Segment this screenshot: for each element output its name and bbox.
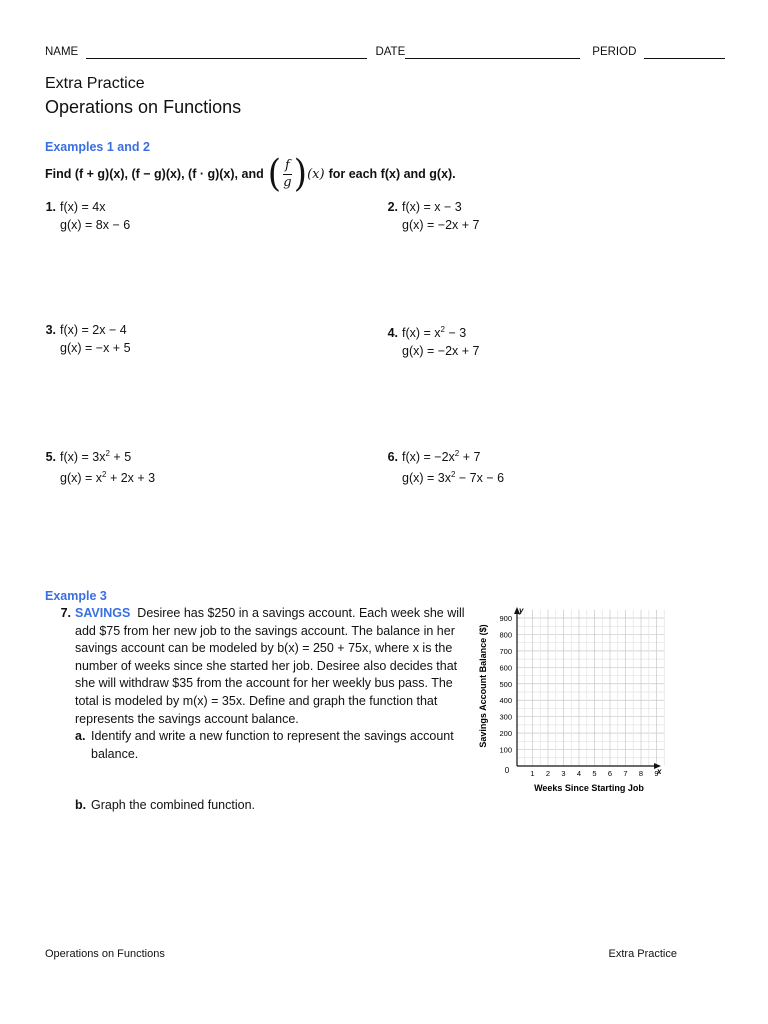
y-tick-label: 300 [499, 712, 512, 722]
y-tick-labels [499, 614, 512, 755]
problem-1-f: f(x) = 4x [60, 200, 106, 214]
date-field[interactable] [405, 46, 580, 59]
x-tick-label: 3 [561, 769, 566, 778]
problem-1-g: g(x) = 8x − 6 [60, 218, 131, 232]
problem-7-number: 7. [60, 606, 71, 620]
blank-coordinate-grid[interactable] [474, 602, 674, 802]
instructions-text-before: Find (f + g)(x), (f − g)(x), (f · g)(x), and [45, 167, 264, 181]
page-title: Operations on Functions [45, 97, 242, 117]
name-label: NAME [45, 46, 79, 58]
x-axis-title: Weeks Since Starting Job [534, 783, 644, 793]
problem-6-g: $g(x) = 3x^2 - 7x - 6$ [402, 470, 505, 486]
fraction-denominator: g [283, 174, 292, 190]
problem-6-f: $f(x) = -2x^2 + 7$ [402, 449, 481, 465]
date-label: DATE [375, 46, 406, 58]
x-tick-label: 4 [576, 769, 582, 778]
problem-7-keyword: SAVINGS [75, 606, 131, 620]
problem-7 [45, 605, 465, 815]
problem-4-g: g(x) = −2x + 7 [402, 344, 480, 359]
x-tick-label: 8 [638, 769, 644, 778]
problem-4: 4. $f(x) = x^2 - 3$ g(x) = −2x + 7 [372, 321, 479, 360]
problem-5-f: $f(x) = 3x^2 + 5$ [60, 449, 132, 465]
y-tick-label: 100 [499, 745, 512, 755]
y-tick-label: 900 [499, 614, 512, 623]
y-tick-label: 500 [499, 679, 512, 689]
section-label-examples-1-2: Examples 1 and 2 [45, 140, 150, 154]
grid-lines [517, 610, 664, 766]
y-axis-title: Savings Account Balance ($) [478, 624, 488, 748]
problem-3-f: f(x) = 2x − 4 [60, 323, 127, 337]
x-tick-labels [530, 769, 658, 778]
x-tick-label: 2 [545, 769, 551, 778]
problem-3: 3. f(x) = 2x − 4 g(x) = −x + 5 [30, 321, 131, 357]
problem-1: 1. f(x) = 4x g(x) = 8x − 6 [30, 198, 130, 234]
x-tick-label: 5 [592, 769, 597, 778]
problem-4-f: $f(x) = x^2 - 3$ [402, 325, 467, 341]
y-var-label: y [519, 606, 524, 615]
period-label: PERIOD [592, 46, 637, 58]
x-var-label: x [657, 767, 662, 776]
problem-3-g: g(x) = −x + 5 [60, 341, 131, 355]
problem-5-g: $g(x) = x^2 + 2x + 3$ [60, 470, 156, 486]
problem-2: 2. f(x) = x − 3 g(x) = −2x + 7 [372, 198, 479, 234]
worksheet-type: Extra Practice [45, 75, 145, 92]
problem-6: 6. $f(x) = -2x^2 + 7$ $g(x) = 3x^2 - 7x - 6$ [372, 445, 504, 487]
fraction-numerator: f [284, 157, 290, 173]
y-tick-label: 700 [499, 646, 512, 656]
section-label-example-3: Example 3 [45, 589, 107, 603]
name-field[interactable] [86, 46, 367, 59]
footer-left: Operations on Functions [45, 948, 165, 960]
part-b-text: Graph the combined function. [91, 798, 255, 813]
y-tick-label: 400 [499, 696, 512, 706]
y-tick-label: 600 [499, 663, 512, 673]
part-b: b. Graph the combined function. [75, 797, 465, 815]
period-field[interactable] [644, 46, 725, 59]
y-tick-label: 200 [499, 729, 512, 739]
problem-5: 5. $f(x) = 3x^2 + 5$ $g(x) = x^2 + 2x + 3$ [30, 445, 155, 487]
instructions [45, 152, 456, 196]
part-a: a. Identify and write a new function to represent the savings account balance. [75, 728, 465, 763]
problem-2-g: g(x) = −2x + 7 [402, 218, 480, 232]
origin-label: 0 [504, 766, 510, 775]
footer-right: Extra Practice [608, 948, 677, 960]
problem-2-f: f(x) = x − 3 [402, 200, 462, 214]
x-tick-label: 9 [654, 769, 659, 778]
x-tick-label: 6 [607, 769, 613, 778]
quotient-fraction: ( $\frac{f}{g}$ ) ( x ) [267, 152, 325, 196]
instructions-text-after: for each f(x) and g(x). [328, 167, 456, 181]
part-a-text: Identify and write a new function to represent the savings account balance. [91, 729, 454, 761]
x-tick-label: 7 [623, 769, 628, 778]
x-tick-label: 1 [530, 769, 535, 778]
name-date-period-header [45, 46, 725, 59]
y-tick-label: 800 [499, 630, 512, 640]
fraction-argument: x [312, 166, 320, 182]
problem-7-text: Desiree has $250 in a savings account. Each week she will add $75 from her new job to the savings account. The balance in her savings account can be modeled by b(x) = 250 + 75x, where x is the number of weeks since she started her job. Desiree also decides that she will withdraw $35 from the account for her weekly bus pass. The total is modeled by m(x) = 35x. Define and graph the function that represents the savings account balance. [75, 606, 465, 726]
